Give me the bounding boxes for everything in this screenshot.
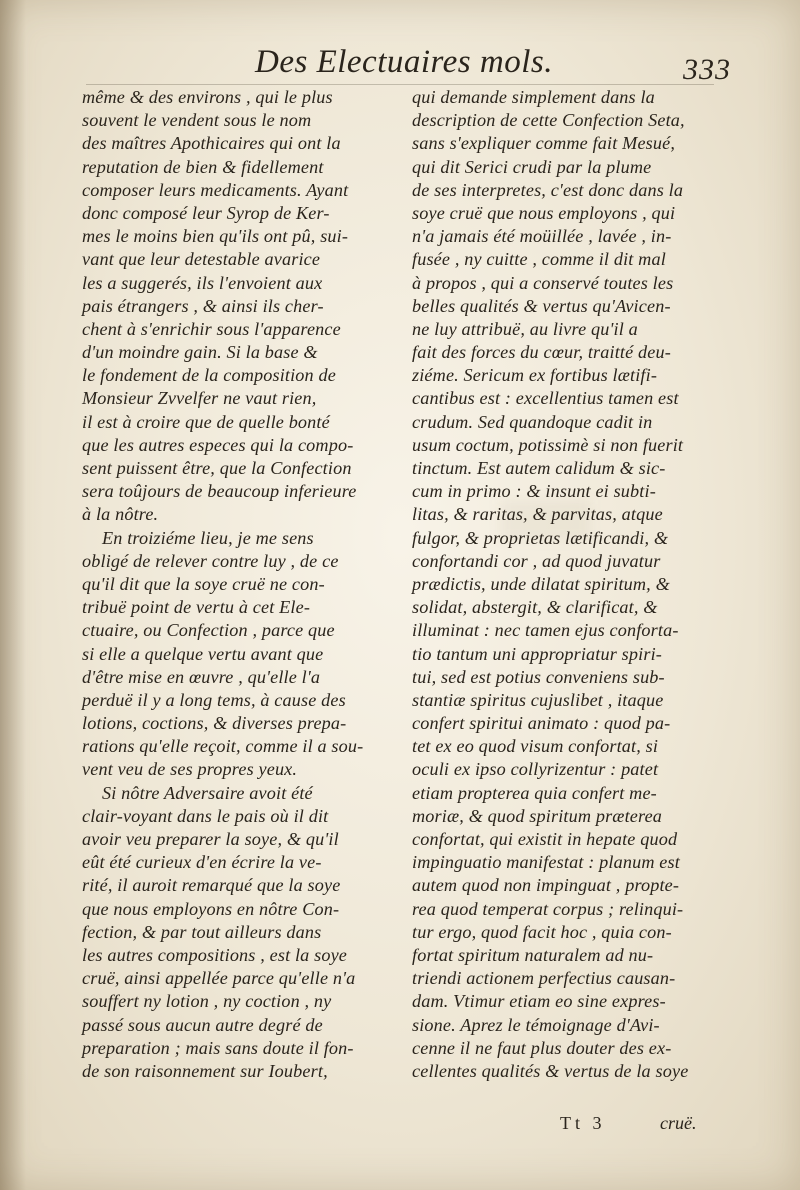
text-line: d'un moindre gain. Si la base & — [82, 342, 318, 363]
text-line: Si nôtre Adversaire avoit été — [102, 782, 313, 803]
text-line: fusée , ny cuitte , comme il dit mal — [412, 249, 666, 270]
text-line: vant que leur detestable avarice — [82, 249, 321, 270]
text-line: d'être mise en œuvre , qu'elle l'a — [82, 666, 321, 687]
text-line: qui demande simplement dans la — [412, 87, 655, 107]
text-line: rea quod temperat corpus ; relinqui- — [412, 898, 684, 919]
text-line: belles qualités & vertus qu'Avicen- — [412, 295, 671, 316]
text-line: si elle a quelque vertu avant que — [82, 643, 324, 664]
text-line: sans s'expliquer comme fait Mesué, — [412, 133, 676, 154]
text-line: solidat, abstergit, & clarificat, & — [412, 597, 658, 618]
text-line: que nous employons en nôtre Con- — [82, 898, 340, 919]
page-number: 333 — [683, 53, 731, 86]
text-line: confert spiritui animato : quod pa- — [412, 713, 671, 734]
text-line: etiam propterea quia confert me- — [412, 782, 657, 803]
text-line: cruë, ainsi appellée parce qu'elle n'a — [82, 968, 356, 989]
text-line: ctuaire, ou Confection , parce que — [82, 620, 335, 641]
text-line: prædictis, unde dilatat spiritum, & — [412, 573, 670, 594]
text-line: que les autres especes qui la compo- — [82, 434, 354, 455]
text-line: sent puissent être, que la Confection — [82, 458, 352, 478]
text-line: tur ergo, quod facit hoc , quia con- — [412, 921, 672, 942]
text-line: ziéme. Sericum ex fortibus lætifi- — [412, 365, 658, 386]
text-line: perduë il y a long tems, à cause des — [82, 689, 346, 710]
text-line: clair-voyant dans le pais où il dit — [82, 805, 329, 826]
text-line: confortat, qui existit in hepate quod — [412, 829, 678, 849]
text-line: les autres compositions , est la soye — [82, 944, 348, 965]
text-line: vent veu de ses propres yeux. — [82, 759, 298, 780]
text-line: Monsieur Zvvelfer ne vaut rien, — [82, 388, 317, 409]
text-line: cenne il ne faut plus douter des ex- — [412, 1037, 672, 1058]
text-line: reputation de bien & fidellement — [82, 156, 324, 177]
text-line: le fondement de la composition de — [82, 365, 336, 386]
text-line: tribuë point de vertu à cet Ele- — [82, 597, 311, 618]
text-line: confortandi cor , ad quod juvatur — [412, 550, 661, 571]
text-line: des maîtres Apothicaires qui ont la — [82, 133, 341, 154]
text-line: qu'il dit que la soye cruë ne con- — [82, 573, 325, 594]
text-line: fulgor, & proprietas lætificandi, & — [412, 527, 669, 548]
text-line: il est à croire que de quelle bonté — [82, 411, 330, 432]
text-line: stantiæ spiritus cujuslibet , itaque — [412, 689, 664, 710]
text-line: avoir veu preparer la soye, & qu'il — [82, 829, 339, 849]
catchword: cruë. — [660, 1113, 697, 1133]
text-line: En troiziéme lieu, je me sens — [102, 527, 314, 548]
text-line: qui dit Serici crudi par la plume — [412, 156, 652, 177]
text-line: lotions, coctions, & diverses prepa- — [82, 713, 347, 734]
text-line: dam. Vtimur etiam eo sine expres- — [412, 991, 666, 1012]
text-line: même & des environs , qui le plus — [82, 87, 333, 107]
text-line: souvent le vendent sous le nom — [82, 110, 312, 131]
gutter-shadow — [0, 0, 26, 1190]
text-line: fection, & par tout ailleurs dans — [82, 921, 322, 942]
running-title: Des Electuaires mols. — [255, 44, 553, 80]
text-line: sione. Aprez le témoignage d'Avi- — [412, 1014, 660, 1035]
text-line: souffert ny lotion , ny coction , ny — [82, 991, 332, 1012]
text-line: rations qu'elle reçoit, comme il a sou- — [82, 736, 364, 757]
header-rule — [86, 84, 714, 85]
text-line: obligé de relever contre luy , de ce — [82, 550, 339, 571]
text-line: tui, sed est potius conveniens sub- — [412, 666, 665, 687]
text-line: crudum. Sed quandoque cadit in — [412, 411, 653, 432]
text-line: mes le moins bien qu'ils ont pû, sui- — [82, 226, 349, 247]
text-line: fait des forces du cœur, traitté deu- — [412, 342, 671, 363]
text-line: cum in primo : & insunt ei subti- — [412, 481, 656, 502]
text-line: tet ex eo quod visum confortat, si — [412, 736, 659, 757]
right-text-column — [412, 86, 742, 1083]
text-line: soye cruë que nous employons , qui — [412, 202, 676, 223]
text-line: passé sous aucun autre degré de — [82, 1014, 323, 1035]
text-line: tinctum. Est autem calidum & sic- — [412, 458, 666, 478]
text-line: n'a jamais été moüillée , lavée , in- — [412, 226, 672, 247]
text-line: les a suggerés, ils l'envoient aux — [82, 272, 323, 293]
signature-mark: Tt 3 — [560, 1113, 606, 1133]
text-line: moriæ, & quod spiritum præterea — [412, 805, 663, 826]
text-line: litas, & raritas, & parvitas, atque — [412, 504, 663, 525]
text-line: de ses interpretes, c'est donc dans la — [412, 179, 684, 200]
text-line: composer leurs medicaments. Ayant — [82, 179, 349, 200]
text-line: preparation ; mais sans doute il fon- — [82, 1037, 354, 1058]
text-line: description de cette Confection Seta, — [412, 110, 685, 131]
text-line: pais étrangers , & ainsi ils cher- — [82, 295, 324, 316]
text-line: autem quod non impinguat , propte- — [412, 875, 680, 896]
page-header — [0, 40, 800, 90]
text-line: à la nôtre. — [82, 504, 159, 525]
text-line: ne luy attribuë, au livre qu'il a — [412, 318, 638, 339]
text-line: illuminat : nec tamen ejus conforta- — [412, 620, 679, 641]
left-text-column — [82, 86, 396, 1083]
text-line: triendi actionem perfectius causan- — [412, 968, 676, 989]
text-line: tio tantum uni appropriatur spiri- — [412, 643, 662, 664]
text-line: de son raisonnement sur Ioubert, — [82, 1060, 328, 1081]
text-line: sera toûjours de beaucoup inferieure — [82, 481, 357, 502]
text-line: à propos , qui a conservé toutes les — [412, 272, 674, 293]
text-line: rité, il auroit remarqué que la soye — [82, 875, 341, 896]
text-line: oculi ex ipso collyrizentur : patet — [412, 759, 659, 780]
text-line: cantibus est : excellentius tamen est — [412, 388, 679, 409]
text-line: impinguatio manifestat : planum est — [412, 852, 680, 873]
text-line: eût été curieux d'en écrire la ve- — [82, 852, 322, 873]
text-line: chent à s'enrichir sous l'apparence — [82, 318, 341, 339]
text-line: fortat spiritum naturalem ad nu- — [412, 944, 654, 965]
text-line: cellentes qualités & vertus de la soye — [412, 1060, 689, 1081]
text-line: usum coctum, potissimè si non fuerit — [412, 434, 684, 455]
text-line: donc composé leur Syrop de Ker- — [82, 202, 330, 223]
